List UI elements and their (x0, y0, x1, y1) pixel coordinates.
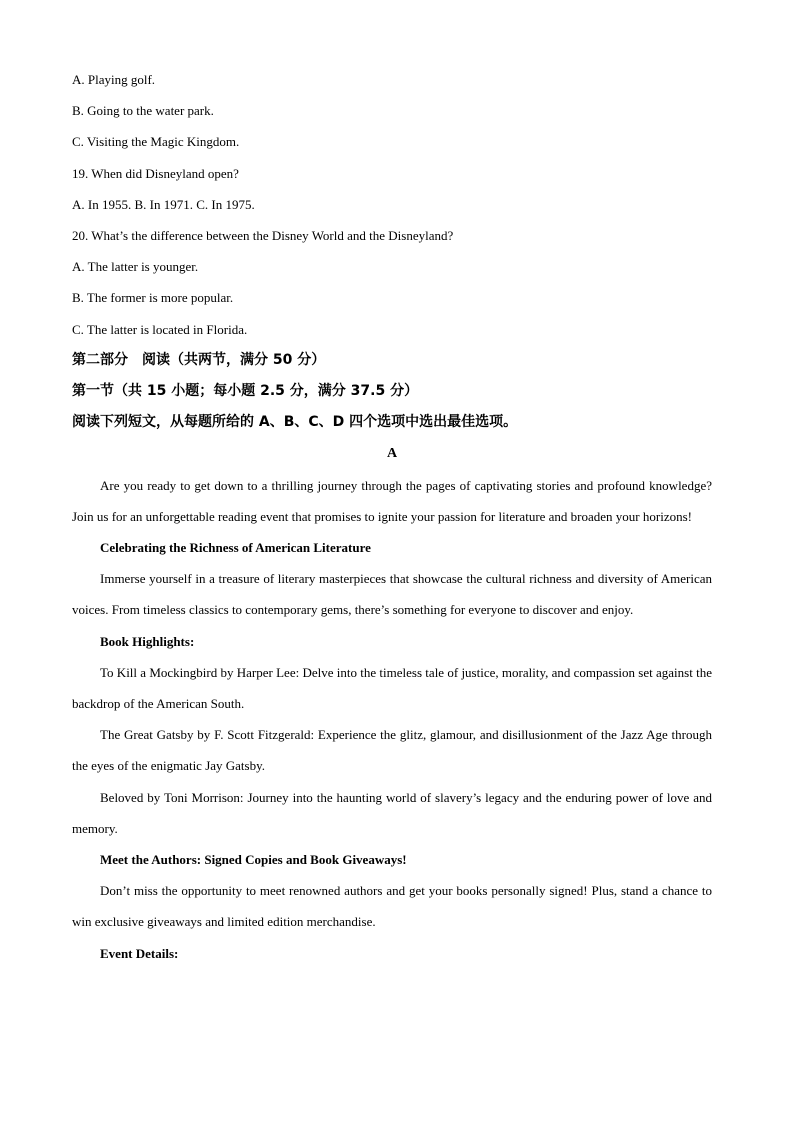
q20-option-c: C. The latter is located in Florida. (72, 321, 248, 337)
subsection-title: 第一节（共 15 小题；每小题 2.5 分，满分 37.5 分） (72, 383, 419, 400)
passage-intro: Are you ready to get down to a thrilling journey through the pages of captivating stories and profound knowledge? Join us for an unforgettable reading event that promises to ignite your passion for literature and broaden your horizons! (72, 477, 712, 524)
heading-event-details: Event Details: (100, 945, 179, 961)
part-title: 第二部分 阅读（共两节，满分 50 分） (72, 351, 326, 368)
q20-option-a: A. The latter is younger. (72, 259, 199, 275)
heading-richness: Celebrating the Richness of American Literature (100, 540, 371, 556)
q18-option-b: B. Going to the water park. (72, 103, 214, 119)
book-beloved: Beloved by Toni Morrison: Journey into the haunting world of slavery’s legacy and the enduring power of love and memory. (72, 789, 712, 836)
q20-stem: 20. What’s the difference between the Disney World and the Disneyland? (72, 228, 454, 244)
q19-stem: 19. When did Disneyland open? (72, 165, 239, 181)
heading-book-highlights: Book Highlights: (100, 633, 195, 649)
heading-meet-authors: Meet the Authors: Signed Copies and Book Giveaways! (100, 852, 407, 868)
passage-label: A (386, 446, 398, 462)
q18-option-a: A. Playing golf. (72, 72, 156, 87)
q18-option-c: C. Visiting the Magic Kingdom. (72, 134, 240, 150)
document-page (72, 64, 712, 969)
book-gatsby: The Great Gatsby by F. Scott Fitzgerald: Experience the glitz, glamour, and disillusionment of the Jazz Age through the eyes of the enigmatic Jay Gatsby. (72, 727, 712, 774)
book-mockingbird: To Kill a Mockingbird by Harper Lee: Delve into the timeless tale of justice, morality, and compassion set against the backdrop of the American South. (72, 664, 712, 712)
passage-para1: Immerse yourself in a treasure of literary masterpieces that showcase the cultural richness and diversity of American voices. From timeless classics to contemporary gems, there’s something for everyone to discover and enjoy. (72, 571, 712, 618)
q20-option-b: B. The former is more popular. (72, 290, 234, 306)
instruction: 阅读下列短文，从每题所给的 A、B、C、D 四个选项中选出最佳选项。 (72, 414, 518, 431)
q19-options: A. In 1955. B. In 1971. C. In 1975. (72, 196, 255, 212)
passage-para2: Don’t miss the opportunity to meet renowned authors and get your books personally signed! Plus, stand a chance to win exclusive giveaways and limited edition merchandise. (72, 883, 712, 930)
